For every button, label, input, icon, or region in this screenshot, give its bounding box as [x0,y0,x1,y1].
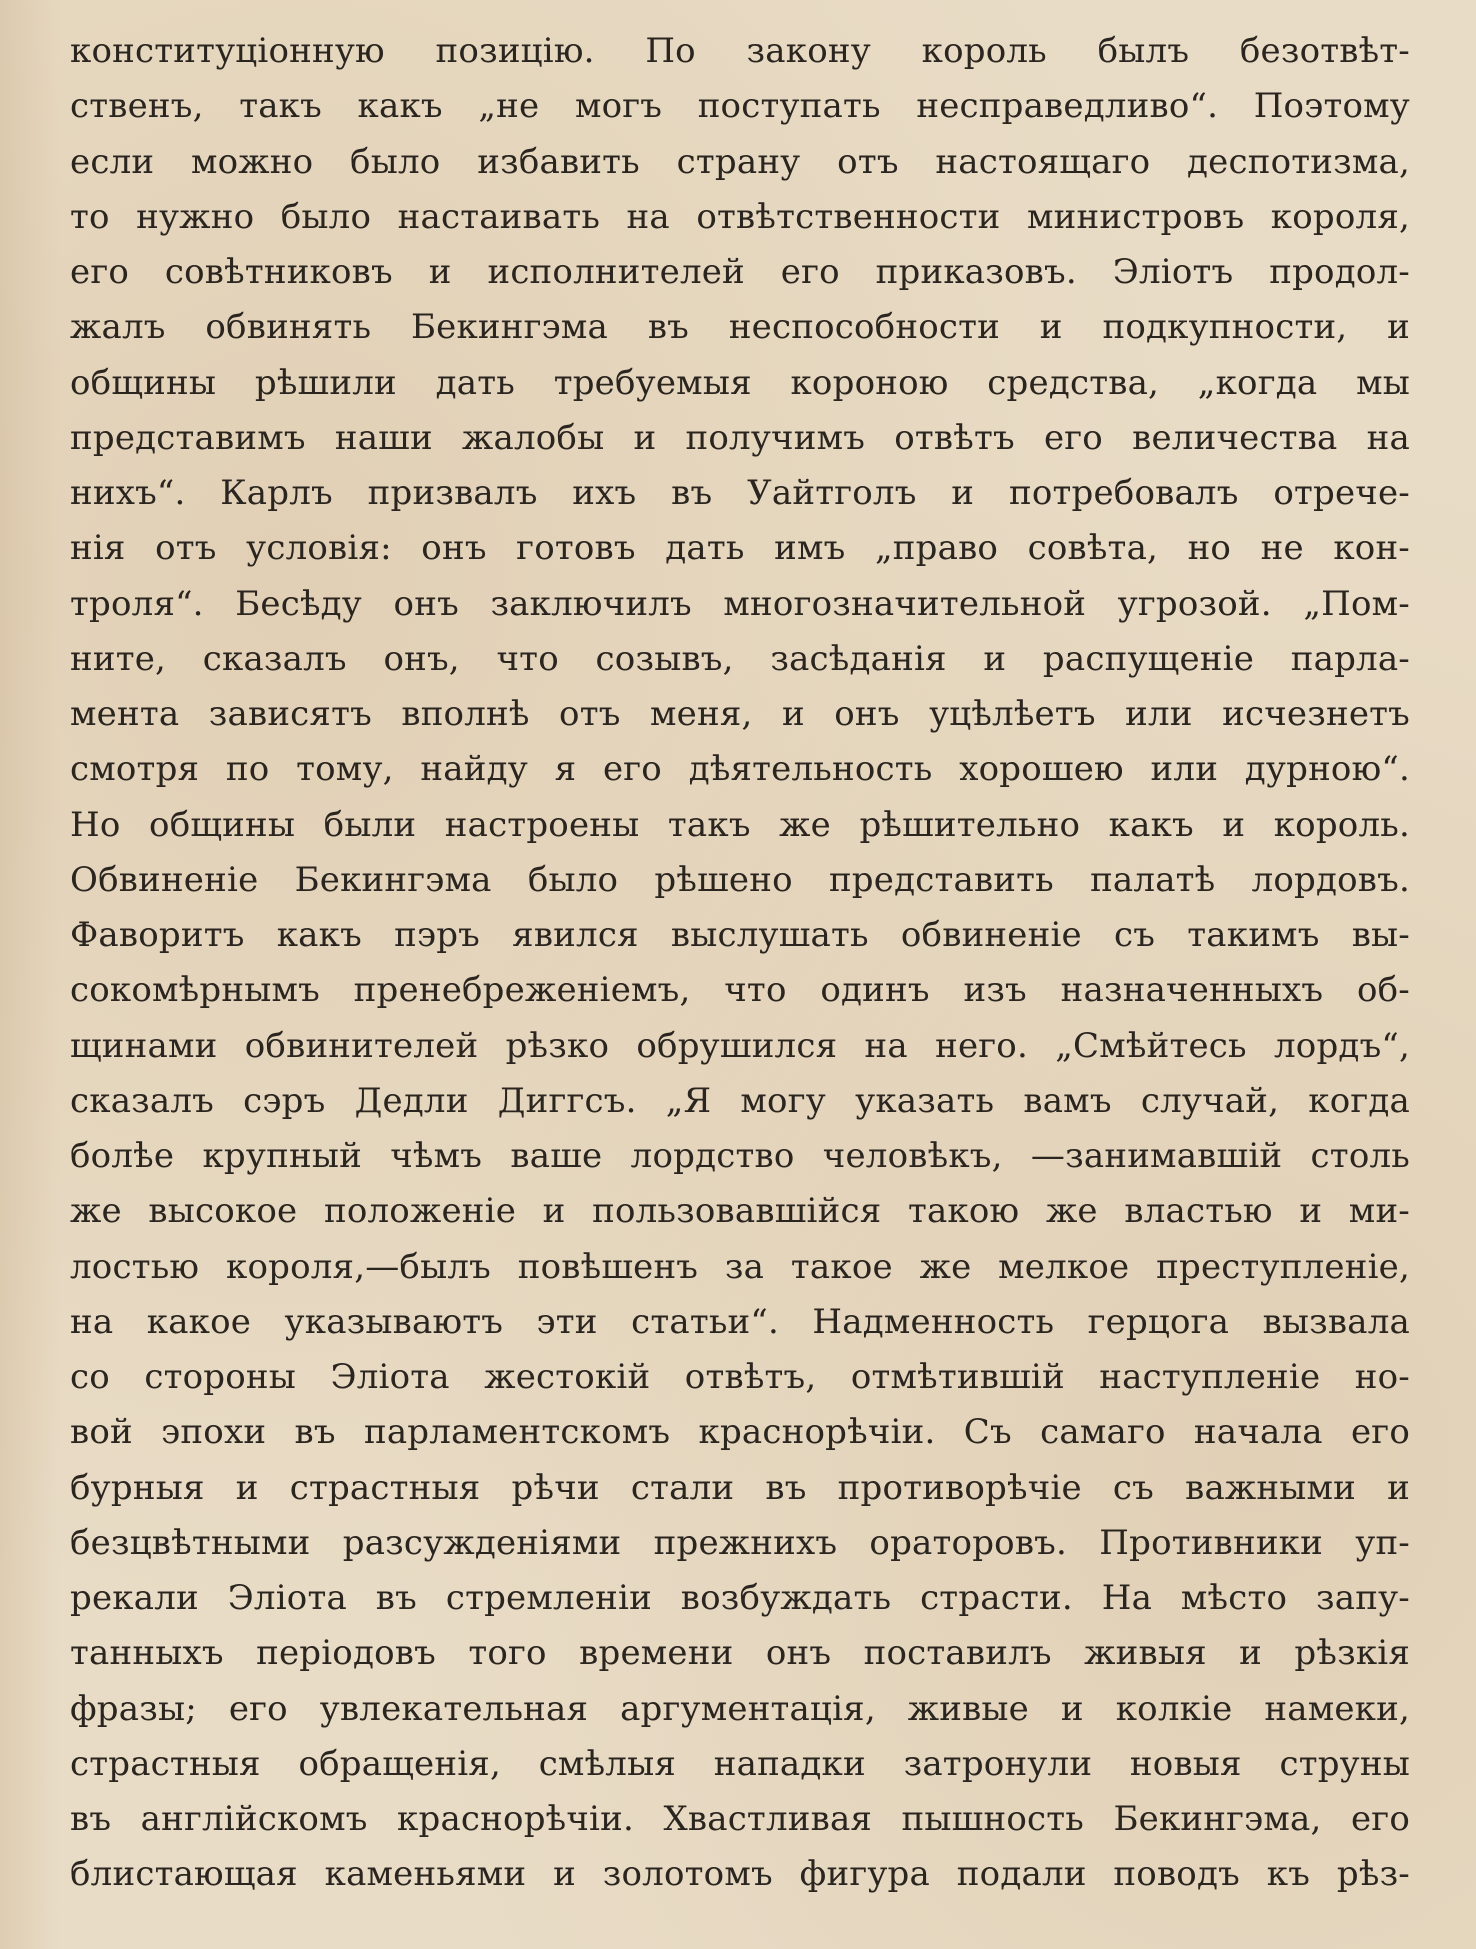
text-line: въ англійскомъ краснорѣчіи. Хвастливая пышность Бекингэма, его [70,1799,1410,1839]
text-line: ственъ, такъ какъ „не могъ поступать несправедливо“. Поэтому [70,86,1410,127]
text-line: сокомѣрнымъ пренебреженіемъ, что одинъ изъ назначенныхъ об- [70,970,1410,1011]
text-line: со стороны Эліота жестокій отвѣтъ, отмѣтившій наступленіе но- [70,1357,1410,1397]
page-text [70,24,1410,1903]
text-line: ните, сказалъ онъ, что созывъ, засѣданія и распущеніе парла- [70,638,1410,679]
text-line: же высокое положеніе и пользовавшійся такою же властью и ми- [70,1191,1410,1232]
text-line: бурныя и страстныя рѣчи стали въ противорѣчіе съ важными и [70,1467,1410,1508]
text-line: мента зависятъ вполнѣ отъ меня, и онъ уцѣлѣетъ или исчезнетъ [70,694,1410,734]
text-line: рекали Эліота въ стремленіи возбуждать страсти. На мѣсто запу- [70,1578,1410,1618]
text-line: представимъ наши жалобы и получимъ отвѣтъ его величества на [70,417,1410,458]
text-line: Но общины были настроены такъ же рѣшительно какъ и король. [70,804,1410,845]
text-line: если можно было избавить страну отъ настоящаго деспотизма, [70,141,1410,182]
text-line: троля“. Бесѣду онъ заключилъ многозначительной угрозой. „Пом- [70,583,1410,624]
text-line: конституціонную позицію. По закону король былъ безотвѣт- [70,31,1410,71]
text-line: нихъ“. Карлъ призвалъ ихъ въ Уайтголъ и потребовалъ отрече- [70,473,1410,513]
text-line: то нужно было настаивать на отвѣтственности министровъ короля, [70,196,1410,237]
text-line: общины рѣшили дать требуемыя короною средства, „когда мы [70,362,1410,403]
text-line: безцвѣтными разсужденіями прежнихъ ораторовъ. Противники уп- [70,1522,1410,1563]
text-line: блистающая каменьями и золотомъ фигура подали поводъ къ рѣз- [70,1854,1410,1895]
text-line: сказалъ сэръ Дедли Диггсъ. „Я могу указать вамъ случай, когда [70,1080,1410,1121]
text-line: Фаворитъ какъ пэръ явился выслушать обвиненіе съ такимъ вы- [70,915,1410,955]
text-line: Обвиненіе Бекингэма было рѣшено представить палатѣ лордовъ. [70,859,1410,900]
text-line: страстныя обращенія, смѣлыя нападки затронули новыя струны [70,1743,1410,1784]
book-page [70,24,1410,1924]
text-line: смотря по тому, найду я его дѣятельность хорошею или дурною“. [70,749,1410,790]
text-line: фразы; его увлекательная аргументація, живые и колкіе намеки, [70,1688,1410,1729]
text-line: на какое указываютъ эти статьи“. Надменность герцога вызвала [70,1301,1410,1342]
text-line: жалъ обвинять Бекингэма въ неспособности и подкупности, и [70,307,1410,348]
text-line: его совѣтниковъ и исполнителей его приказовъ. Эліотъ продол- [70,252,1410,292]
text-line: болѣе крупный чѣмъ ваше лордство человѣкъ, —занимавшій столь [70,1136,1410,1176]
text-line: нія отъ условія: онъ готовъ дать имъ „право совѣта, но не кон- [70,528,1410,569]
text-line: щинами обвинителей рѣзко обрушился на него. „Смѣйтесь лордъ“, [70,1025,1410,1066]
text-line: лостью короля,—былъ повѣшенъ за такое же мелкое преступленіе, [70,1246,1410,1287]
text-line: вой эпохи въ парламентскомъ краснорѣчіи. Съ самаго начала его [70,1412,1410,1453]
text-line: танныхъ періодовъ того времени онъ поставилъ живыя и рѣзкія [70,1633,1410,1674]
